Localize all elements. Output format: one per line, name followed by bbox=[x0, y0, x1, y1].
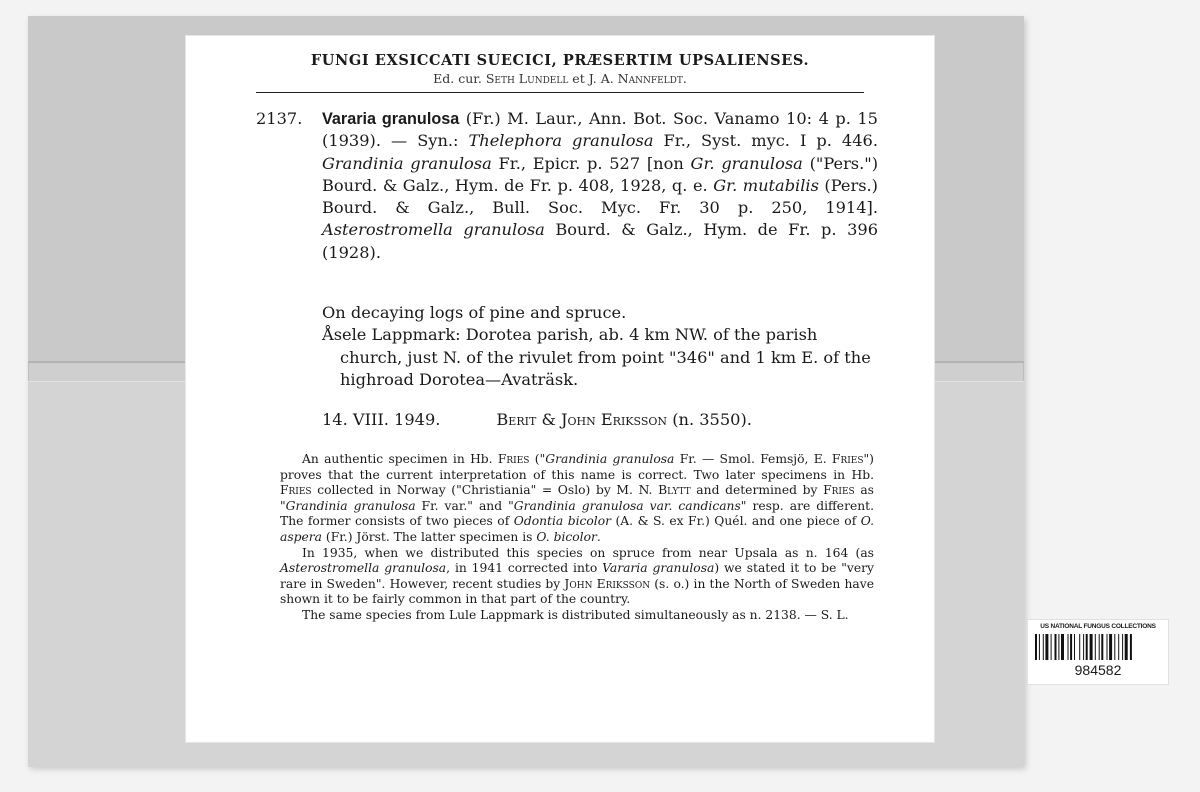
barcode-label bbox=[1028, 620, 1168, 684]
note-run: The same species from Lule Lappmark is distributed simultaneously as n. 2138. — S. L. bbox=[302, 607, 849, 622]
note-run: Odontia bicolor bbox=[513, 514, 612, 529]
note-run: collected in Norway ("Christiania" = Oslo) by M. N. bbox=[311, 483, 659, 498]
note-run: John Eriksson bbox=[564, 576, 651, 591]
note-run: , in 1941 corrected into bbox=[446, 561, 603, 576]
barcode-bar bbox=[1061, 634, 1064, 660]
barcode-bar bbox=[1099, 634, 1100, 660]
nomenclature-text bbox=[322, 108, 878, 264]
note-run: as " bbox=[280, 483, 874, 513]
note-run: (" bbox=[529, 452, 546, 466]
synonym-2: Grandinia granulosa bbox=[322, 153, 492, 173]
barcode-bar bbox=[1090, 634, 1093, 660]
note-run: ) we stated it to be "very rare in Sweden". However, recent studies by bbox=[280, 561, 874, 591]
note-run: Grandinia granulosa bbox=[545, 452, 675, 466]
note-run: O. bicolor bbox=[536, 529, 597, 544]
synonym-5-ref: Bourd. & Galz., Hym. de Fr. p. 396 (1928). bbox=[322, 220, 878, 262]
substrate-text: On decaying logs of pine and spruce. bbox=[322, 303, 627, 322]
note-run: Blytt bbox=[658, 483, 691, 498]
note-run: and determined by bbox=[690, 483, 824, 498]
note-run: Fries bbox=[823, 483, 855, 498]
note-run: Fries bbox=[497, 452, 530, 466]
label-header bbox=[186, 52, 934, 86]
editors-line bbox=[186, 71, 934, 86]
note-run: (s. o.) in the North of Sweden have shown it to be fairly common in that part of the country. bbox=[280, 576, 874, 607]
barcode-bar bbox=[1083, 634, 1084, 660]
synonym-2-ref: Fr., Epicr. p. 527 [non bbox=[498, 153, 684, 173]
barcode-bar bbox=[1074, 634, 1075, 660]
synonym-1: Thelephora granulosa bbox=[468, 131, 654, 151]
barcode-number: 984582 bbox=[1074, 662, 1122, 678]
collection-date: 14. VIII. 1949. bbox=[322, 410, 441, 429]
note-paragraph-2 bbox=[280, 546, 874, 608]
barcode-bar bbox=[1101, 634, 1103, 660]
barcode-bar bbox=[1118, 634, 1119, 660]
barcode-bar bbox=[1070, 634, 1072, 660]
header-divider bbox=[256, 92, 864, 93]
barcode-bar bbox=[1095, 634, 1096, 660]
note-run: Grandinia granulosa var. candicans bbox=[513, 498, 741, 513]
editor-name-2: J. A. Nannfeldt. bbox=[588, 71, 687, 86]
barcode-bar bbox=[1130, 634, 1132, 660]
species-authority: (Fr.) M. Laur., Ann. Bot. Soc. Vanamo 10: 4 p. 15 (1939). — Syn.: bbox=[322, 109, 878, 151]
habitat-block bbox=[322, 302, 878, 391]
collectors bbox=[496, 410, 752, 429]
exsiccata-number: 2137. bbox=[256, 109, 303, 128]
synonym-4-ref: (Pers.) Bourd. & Galz., Bull. Soc. Myc. Fr. 30 p. 250, 1914]. bbox=[322, 175, 878, 218]
barcode-bar bbox=[1058, 634, 1059, 660]
barcode-bar bbox=[1114, 634, 1115, 660]
editors-join: et bbox=[572, 71, 585, 86]
barcode-bar bbox=[1079, 634, 1080, 660]
collection-line bbox=[322, 410, 878, 429]
barcode-bar bbox=[1086, 634, 1088, 660]
note-run: Grandinia granulosa bbox=[285, 498, 416, 513]
note-run: Asterostromella granulosa bbox=[280, 561, 447, 576]
barcode-bar bbox=[1107, 634, 1108, 660]
note-run: " resp. are different. The former consists of two pieces of bbox=[280, 498, 874, 529]
barcode-bar bbox=[1068, 634, 1069, 660]
synonym-3: Gr. granulosa bbox=[690, 153, 803, 173]
note-run: Fr. var." and " bbox=[415, 498, 514, 513]
locality-text: Åsele Lappmark: Dorotea parish, ab. 4 km NW. of the parish church, just N. of the rivulet from point "346" and 1 km E. of the highroad Dorotea—Avaträsk. bbox=[322, 325, 871, 389]
taxon-entry bbox=[256, 108, 878, 264]
note-run: ") proves that the current interpretation of this name is correct. Two later specimens in Hb. bbox=[280, 452, 874, 482]
note-run: Fries bbox=[280, 483, 312, 498]
note-run: Fr. — Smol. Femsjö, E. bbox=[674, 452, 832, 466]
barcode-institution: US NATIONAL FUNGUS COLLECTIONS bbox=[1040, 623, 1156, 630]
note-run: (Fr.) Jörst. The latter specimen is bbox=[322, 529, 537, 544]
note-run: O. aspera bbox=[280, 514, 875, 544]
barcode-graphic bbox=[1034, 634, 1162, 660]
note-paragraph-3 bbox=[280, 608, 874, 624]
editor-name-1: Seth Lundell bbox=[485, 71, 569, 86]
species-name: Vararia granulosa bbox=[322, 110, 460, 128]
barcode-bar bbox=[1122, 634, 1123, 660]
note-run: An authentic specimen in Hb. bbox=[302, 452, 498, 466]
note-run: . bbox=[596, 529, 601, 544]
barcode-bar bbox=[1045, 634, 1048, 660]
synonym-1-ref: Fr., Syst. myc. I p. 446. bbox=[663, 131, 878, 151]
notes-block bbox=[280, 452, 874, 624]
synonym-4: Gr. mutabilis bbox=[713, 175, 819, 195]
collector-names: Berit & John Eriksson bbox=[496, 410, 668, 429]
barcode-bar bbox=[1039, 634, 1040, 660]
synonym-5: Asterostromella granulosa bbox=[322, 220, 545, 240]
collector-number: (n. 3550). bbox=[672, 410, 752, 429]
note-run: In 1935, when we distributed this species on spruce from near Upsala as n. 164 (as bbox=[302, 545, 874, 560]
barcode-bar bbox=[1051, 634, 1052, 660]
note-run: (A. & S. ex Fr.) Quél. and one piece of bbox=[611, 514, 861, 529]
note-paragraph-1 bbox=[280, 452, 874, 546]
barcode-bar bbox=[1125, 634, 1128, 660]
series-title: FUNGI EXSICCATI SUECICI, PRÆSERTIM UPSALIENSES. bbox=[310, 52, 810, 69]
barcode-bar bbox=[1043, 634, 1044, 660]
exsiccata-label bbox=[186, 36, 934, 742]
barcode-bar bbox=[1055, 634, 1057, 660]
synonym-3-ref: ("Pers.") Bourd. & Galz., Hym. de Fr. p. 408, 1928, q. e. bbox=[322, 153, 879, 195]
note-run: Fries bbox=[831, 452, 864, 466]
barcode-bar bbox=[1035, 634, 1037, 660]
editors-prefix: Ed. cur. bbox=[433, 71, 482, 86]
barcode-bar bbox=[1109, 634, 1112, 660]
note-run: Vararia granulosa bbox=[602, 561, 715, 576]
